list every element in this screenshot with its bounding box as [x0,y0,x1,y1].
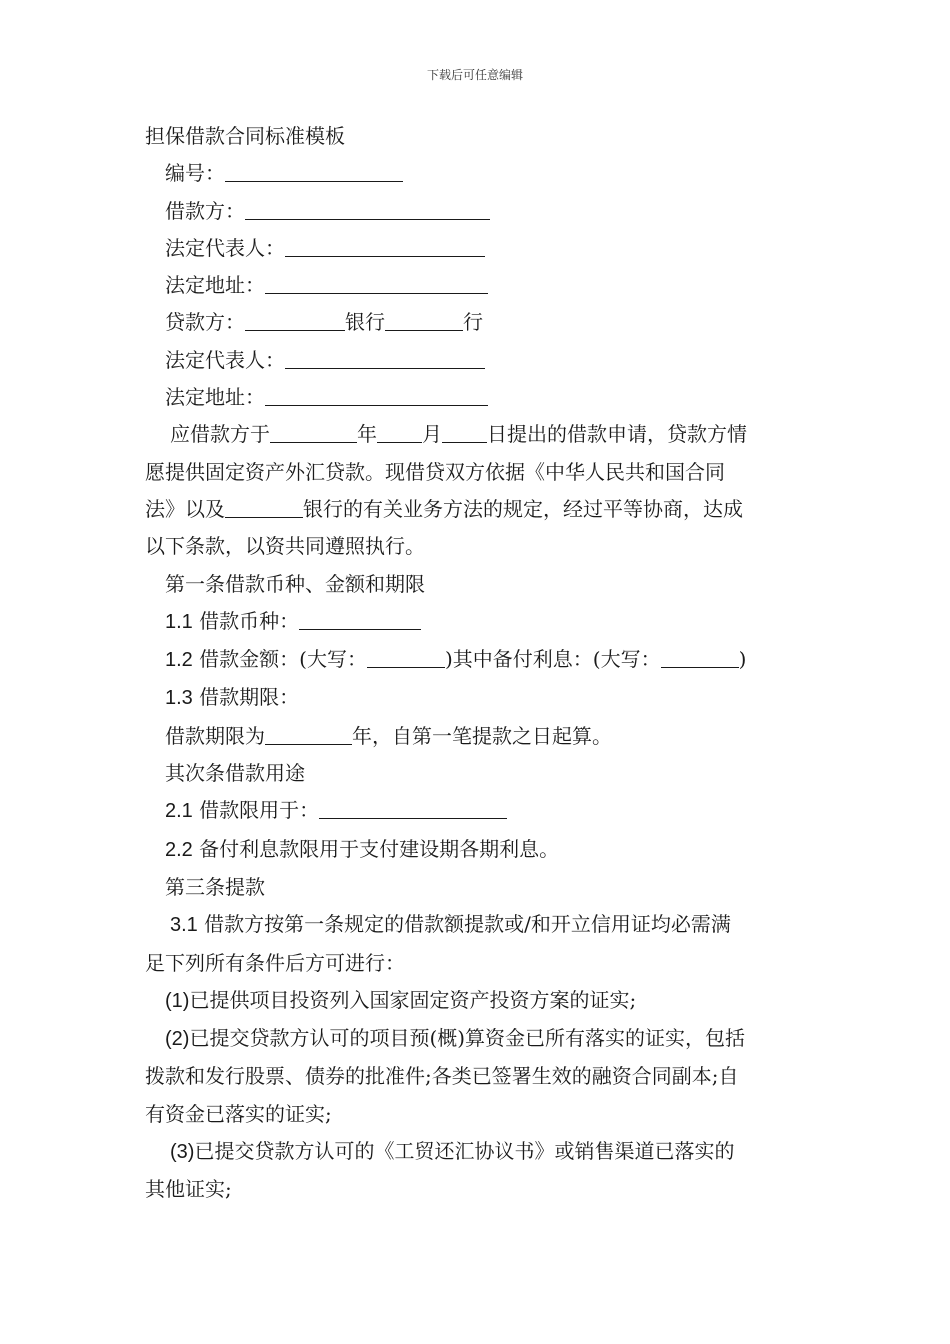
condition-number: (1) [165,989,190,1012]
blank-line [270,416,357,443]
condition-2-cont: 拨款和发行股票、债券的批准件;各类已签署生效的融资合同副本;自 [145,1064,739,1089]
clause-text: (大写： [592,647,661,672]
blank-line [367,641,445,668]
field-label: 法定地址： [165,385,265,410]
condition-number: (3) [170,1141,195,1164]
field-label: 法定地址： [165,273,265,298]
document-body [145,118,810,1209]
term-line [145,718,810,755]
field-label: 法定代表人： [165,235,285,260]
clause-2-2 [145,831,810,869]
blank-line [285,342,485,369]
clause-text: ) [738,647,747,672]
intro-line-2: 愿提供固定资产外汇贷款。现借贷双方依据《中华人民共和国合同 [145,459,725,484]
article-3-title: 第三条提款 [165,874,265,899]
field-label: 编号： [165,161,225,186]
condition-3 [145,1133,810,1171]
condition-number: (2) [165,1028,190,1051]
condition-3-cont: 其他证实; [145,1177,232,1202]
condition-2 [145,1020,810,1058]
intro-month: 月 [422,422,442,447]
field-lender-addr [145,379,810,416]
clause-text: 年，自第一笔提款之日起算。 [352,723,612,748]
blank-line [265,379,488,406]
clause-number: 3.1 [170,914,198,937]
blank-line [285,230,485,257]
blank-line [265,267,488,294]
intro-text: 银行的有关业务方法的规定，经过平等协商，达成 [303,496,743,521]
field-borrower [145,193,810,230]
clause-text: 借款金额： [199,647,300,672]
intro-line-1 [145,416,810,453]
clause-number: 1.3 [165,687,193,710]
lender-bank-label: 银行 [345,310,385,335]
field-label: 贷款方： [165,310,245,335]
clause-text: (大写： [299,647,367,672]
clause-number: 2.2 [165,838,193,861]
blank-line [661,641,739,668]
field-borrower-rep [145,230,810,267]
intro-text: 日提出的借款申请，贷款方情 [487,422,747,447]
condition-text: 已提交贷款方认可的项目预(概)算资金已所有落实的证实，包括 [189,1026,746,1051]
article-1-title: 第一条借款币种、金额和期限 [165,571,425,596]
intro-text: 法》以及 [145,496,225,521]
blank-line [299,603,421,630]
clause-number: 1.2 [165,649,193,672]
condition-2-cont: 有资金已落实的证实; [145,1101,332,1126]
field-lender [145,304,810,341]
document-title: 担保借款合同标准模板 [145,124,345,148]
blank-line [225,155,403,182]
intro-text: 应借款方于 [170,422,270,447]
blank-line [225,491,303,518]
condition-text: 已提交贷款方认可的《工贸还汇协议书》或销售渠道已落实的 [194,1139,735,1164]
blank-line [245,193,490,220]
clause-text: 借款期限： [199,685,300,710]
clause-text: 借款期限为 [165,723,265,748]
clause-text: )其中备付利息： [444,647,593,672]
clause-number: 2.1 [165,800,193,823]
clause-3-1 [145,906,810,944]
intro-year: 年 [357,422,377,447]
intro-line-4: 以下条款，以资共同遵照执行。 [145,534,425,559]
clause-text: 借款币种： [199,608,300,633]
blank-line [319,792,507,819]
clause-text: 借款限用于： [199,798,320,823]
field-borrower-addr [145,267,810,304]
clause-1-2 [145,641,810,679]
intro-line-3 [145,491,810,528]
clause-1-1 [145,603,810,641]
clause-number: 1.1 [165,610,193,633]
condition-1 [145,982,810,1020]
article-2-title: 其次条借款用途 [165,761,305,786]
field-lender-rep [145,342,810,379]
blank-line [265,718,352,745]
clause-text: 借款方按第一条规定的借款额提款或/和开立信用证均必需满 [204,912,731,937]
blank-line [385,304,463,331]
clause-3-1-cont: 足下列所有条件后方可进行： [145,950,405,975]
clause-1-3 [145,679,810,717]
field-label: 借款方： [165,198,245,223]
condition-text: 已提供项目投资列入国家固定资产投资方案的证实; [189,987,637,1012]
clause-2-1 [145,792,810,830]
blank-line [442,416,487,443]
field-number [145,155,810,192]
lender-branch-label: 行 [463,310,483,335]
page-header: 下载后可任意编辑 [426,68,523,82]
field-label: 法定代表人： [165,347,285,372]
clause-text: 备付利息款限用于支付建设期各期利息。 [199,836,560,861]
blank-line [377,416,422,443]
blank-line [245,304,345,331]
